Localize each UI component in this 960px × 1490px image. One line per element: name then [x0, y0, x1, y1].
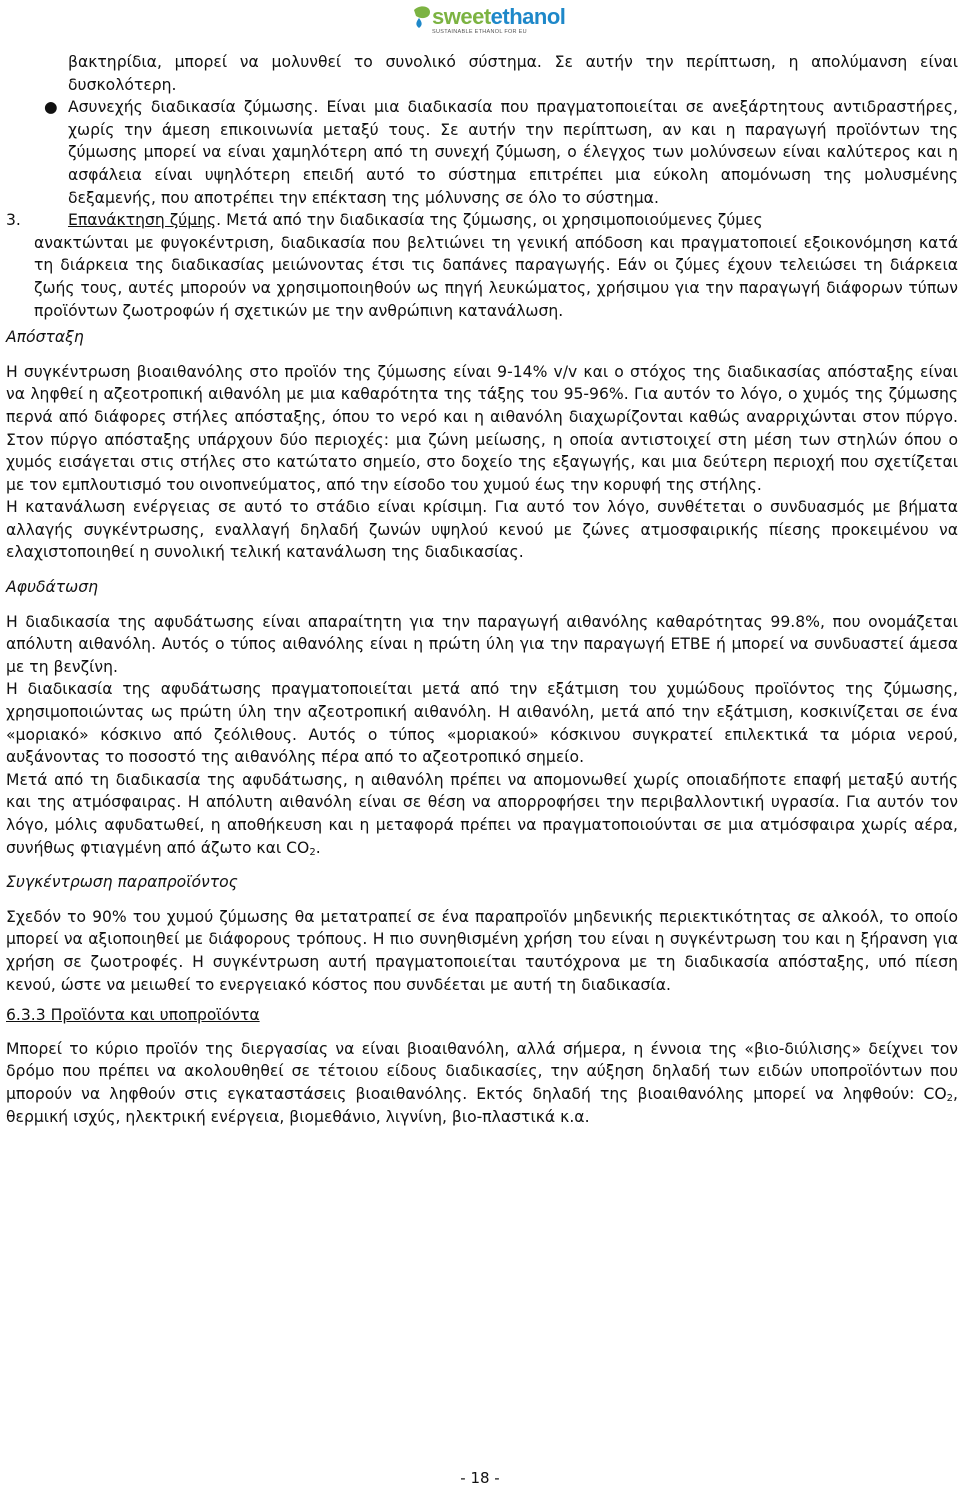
logo-tagline: SUSTAINABLE ETHANOL FOR EU	[432, 29, 527, 35]
bullet-text: Ασυνεχής διαδικασία ζύμωσης. Είναι μια διαδικασία που πραγματοποιείται σε ανεξάρτητους αντιδραστήρες, χωρίς την άμεση επικοινωνία μεταξύ τους. Σε αυτήν την περίπτωση, αν και η παραγωγή προϊόντων της ζύμωσης μπορεί να είναι χαμηλότερη από τη συνεχή ζύμωση, ο έλεγχος των μολύνσεων είναι καλύτερος και η ασφάλεια είναι υψηλότερη επειδή αυτό το σύστημα επιτρέπει μια εύκολη απομόνωση της μολυσμένης δεξαμενής, που αποτρέπει την επέκταση της μόλυνσης σε όλο το σύστημα.	[68, 98, 958, 207]
leaf-drop-icon	[410, 4, 432, 30]
numbered-item-3	[6, 209, 958, 322]
section-title: 6.3.3 Προϊόντα και υποπροϊόντα	[6, 1006, 260, 1025]
paragraph-dehydration-2: Η διαδικασία της αφυδάτωσης πραγματοποιείται μετά από την εξάτμιση του χυμώδους προϊόντος της ζύμωσης, χρησιμοποιώντας ως πρώτη ύλη την αζεοτροπική αιθανόλη. Η αιθανόλη, μετά από την εξάτμιση, κοσκινίζεται σε ένα «μοριακό» κόσκινο από ζεόλιθους. Αυτός ο τύπος «μοριακού» κόσκινου συγκρατεί επιλεκτικά τα μόρια νερού, αυξάνοντας το ποσοστό της αιθανόλης πέρα από το αζεοτροπικό σημείο.	[6, 680, 958, 767]
paragraph-products-1	[6, 1038, 958, 1128]
paragraph-distillation-2: Η κατανάλωση ενέργειας σε αυτό το στάδιο είναι κρίσιμη. Για αυτό τον λόγο, συνθέτεται ο συνδυασμός με βήματα αλλαγής συγκέντρωσης, εναλλαγή δηλαδή ζωνών υψηλού κενού με ζώνες ατμοσφαιρικής πίεσης προκειμένου να ελαχιστοποιηθεί η συνολική τελική κατανάλωση της διαδικασίας.	[6, 498, 958, 562]
sweethanol-logo	[410, 2, 566, 42]
item-first-line	[34, 209, 958, 232]
co2-subscript-2: 2	[946, 1092, 954, 1104]
dehydration-3-period: .	[315, 838, 321, 857]
bullet-continuation: βακτηρίδια, μπορεί να μολυνθεί το συνολικό σύστημα. Σε αυτήν την περίπτωση, η απολύμανση είναι δυσκολότερη.	[68, 53, 958, 94]
paragraph-distillation-1: Η συγκέντρωση βιοαιθανόλης στο προϊόν της ζύμωσης είναι 9-14% v/v και ο στόχος της διαδικασίας απόσταξης είναι να ληφθεί η αζεοτροπική αιθανόλη με μια καθαρότητα της τάξης του 95-96%. Για αυτόν το λόγο, ο χυμός της ζύμωσης περνά από διάφορες στήλες απόσταξης, όπου το νερό και η αιθανόλη διαχωρίζονται καθώς αναρριχώνται στον πύργο. Στον πύργο απόσταξης υπάρχουν δύο περιοχές: μια ζώνη μείωσης, η οποία αντιστοιχεί στη μέση των στηλών όπου ο χυμός εισάγεται στις στήλες στο κατώτατο σημείο, στο δοχείο της εξαγωγής, και μια δεύτερη περιοχή που σχετίζεται με τον εμπλουτισμό του οινοπνεύματος, από την είσοδο του χυμού έως την κορυφή της στήλης.	[6, 362, 958, 494]
logo-wordmark	[432, 4, 565, 30]
products-1-text-b: , θερμική ισχύς, ηλεκτρική ενέργεια, βιομεθάνιο, λιγνίνη, βιο-πλαστικά κ.α.	[6, 1084, 958, 1126]
paragraph-dehydration-1: Η διαδικασία της αφυδάτωσης είναι απαραίτητη για την παραγωγή αιθανόλης καθαρότητας 99.8%, που ονομάζεται απόλυτη αιθανόλη. Αυτός ο τύπος αιθανόλης είναι η πρώτη ύλη για την παραγωγή ETBE ή μπορεί να συνδυαστεί άμεσα με τη βενζίνη.	[6, 612, 958, 676]
item-number: 3.	[6, 211, 21, 230]
item-first-line-text: . Μετά από την διαδικασία της ζύμωσης, οι χρησιμοποιούμενες ζύμες	[216, 211, 763, 230]
document-body	[6, 51, 958, 1128]
page-number: - 18 -	[460, 1469, 500, 1487]
item-title: Επανάκτηση ζύμης	[68, 211, 217, 230]
heading-byproduct: Συγκέντρωση παραπροϊόντος	[6, 873, 238, 892]
bullet-item-batch-fermentation	[6, 96, 958, 209]
paragraph-byproduct-1: Σχεδόν το 90% του χυμού ζύμωσης θα μετατραπεί σε ένα παραπροϊόν μηδενικής περιεκτικότητας σε αλκοόλ, το οποίο μπορεί να αξιοποιηθεί με διάφορους τρόπους. Η πιο συνηθισμένη χρήση του είναι η συγκέντρωση του και η ξήρανση για χρήση σε ζωοτροφές. Η συγκέντρωση αυτή πραγματοποιείται ταυτόχρονα με τη διαδικασία απόσταξης, υπό πίεση κενού, ώστε να μειωθεί το ενεργειακό κόστος που συνδέεται με αυτή τη διαδικασία.	[6, 907, 958, 994]
dehydration-3-text: Μετά από τη διαδικασία της αφυδάτωσης, η αιθανόλη πρέπει να απομονωθεί χωρίς οποιαδήποτε επαφή μεταξύ αυτής και της ατμόσφαιρας. Η απόλυτη αιθανόλη είναι σε θέση να απορροφήσει την περιβαλλοντική υγρασία. Για αυτόν τον λόγο, μόλις αφυδατωθεί, η αποθήκευση και η μεταφορά πρέπει να πραγματοποιούνται σε μια ατμόσφαιρα χωρίς αέρα, συνήθως φτιαγμένη από άζωτο και CO	[6, 770, 958, 857]
heading-distillation: Απόσταξη	[6, 328, 84, 347]
logo-ethanol-text: ethanol	[490, 4, 566, 29]
bullet-dot-icon: ●	[44, 98, 58, 117]
co2-subscript: 2	[309, 846, 316, 858]
heading-dehydration: Αφυδάτωση	[6, 578, 99, 597]
item-body: ανακτώνται με φυγοκέντριση, διαδικασία που βελτιώνει τη γενική απόδοση και πραγματοποιεί εξοικονόμηση κατά τη διάρκεια της διαδικασίας μειώνοντας έτσι τις δαπάνες παραγωγής. Εάν οι ζύμες έχουν τελειώσει τη διάρκεια ζωής τους, αυτές μπορούν να χρησιμοποιηθούν ως πηγή λευκώματος, χρήσιμου για την παραγωγή διάφορων τύπων προϊόντων ζωοτροφών ή σχετικών με την ανθρώπινη κατανάλωση.	[34, 233, 958, 320]
products-1-text-a: Μπορεί το κύριο προϊόν της διεργασίας να είναι βιοαιθανόλη, αλλά σήμερα, η έννοια της «βιο-διύλισης» δείχνει τον δρόμο που πρέπει να ακολουθηθεί σε τέτοιου είδους διαδικασίες, την αύξηση δηλαδή των ειδών υποπροϊόντων που μπορούν να ληφθούν στις εγκαταστάσεις βιοαιθανόλης. Εκτός δηλαδή της βιοαιθανόλης μπορεί να ληφθούν: CO	[6, 1039, 958, 1103]
paragraph-dehydration-3	[6, 769, 958, 859]
logo-sweet-text: sweet	[432, 4, 491, 29]
